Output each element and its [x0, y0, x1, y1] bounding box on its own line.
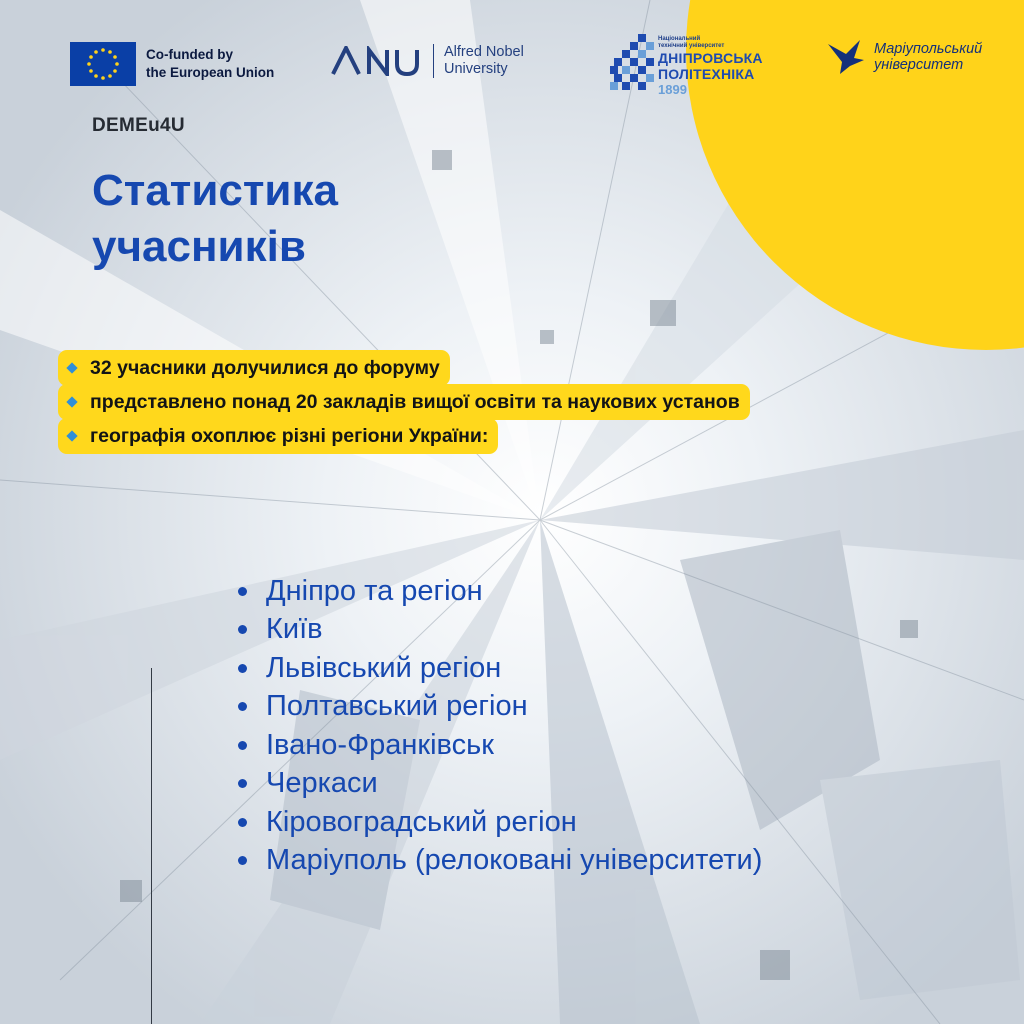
dnipro-logo-small-line1: Національний — [658, 36, 701, 42]
region-list-item — [238, 688, 762, 727]
region-text: Львівський регіон — [266, 651, 502, 684]
anu-logo-separator — [433, 44, 434, 78]
highlight-row — [58, 384, 750, 418]
mariupol-logo-text — [874, 41, 982, 73]
region-list-item — [238, 842, 762, 881]
mariupol-university-logo — [826, 38, 982, 76]
dot-bullet-icon — [238, 741, 247, 750]
region-text: Кіровоградський регіон — [266, 805, 577, 838]
region-list-item — [238, 726, 762, 765]
eu-cofunded-logo — [70, 42, 274, 86]
highlight-item — [58, 384, 750, 420]
mariupol-logo-line1: Маріупольський — [874, 41, 983, 57]
project-code: DEMEu4U — [92, 115, 185, 136]
dot-bullet-icon — [238, 587, 247, 596]
diamond-bullet-icon — [66, 430, 77, 441]
highlight-text: представлено понад 20 закладів вищої освіти та наукових установ — [90, 390, 740, 413]
dnipro-logo-line1: ДНІПРОВСЬКА — [658, 50, 763, 66]
dnipro-logo-small-line2: технічний університет — [658, 43, 725, 49]
region-text: Київ — [266, 613, 323, 646]
highlights-list — [58, 350, 750, 452]
region-list-item — [238, 649, 762, 688]
dnipro-pixel-mark-icon — [610, 34, 660, 94]
dnipro-logo-line2: ПОЛІТЕХНІКА — [658, 66, 755, 82]
dnipro-logo-text — [658, 36, 763, 97]
dot-bullet-icon — [238, 856, 247, 865]
eu-logo-text — [146, 46, 274, 82]
diamond-bullet-icon — [66, 362, 77, 373]
region-list-item — [238, 803, 762, 842]
region-text: Полтавський регіон — [266, 690, 528, 723]
dot-bullet-icon — [238, 625, 247, 634]
region-list-item — [238, 611, 762, 650]
page-title-line1: Статистика — [92, 166, 338, 215]
eu-logo-line1: Co-funded by — [146, 47, 233, 62]
diamond-bullet-icon — [66, 396, 77, 407]
eu-flag-icon — [70, 42, 136, 86]
anu-logo-text — [444, 44, 524, 78]
region-list-item — [238, 572, 762, 611]
region-list-item — [238, 765, 762, 804]
region-text: Дніпро та регіон — [266, 574, 483, 607]
page-title-line2: учасників — [92, 222, 306, 271]
highlight-row — [58, 350, 750, 384]
highlight-row — [58, 418, 750, 452]
eu-logo-line2: the European Union — [146, 65, 275, 80]
highlight-text: 32 учасники долучилися до форуму — [90, 356, 440, 379]
anu-logo — [331, 44, 524, 78]
anu-mark-icon — [331, 46, 423, 76]
region-text: Маріуполь (релоковані університети) — [266, 844, 763, 877]
dot-bullet-icon — [238, 702, 247, 711]
anu-logo-line2: University — [444, 61, 508, 77]
region-text: Черкаси — [266, 767, 378, 800]
highlight-text: географія охоплює різні регіони України: — [90, 424, 489, 447]
regions-list — [238, 572, 762, 880]
highlight-item — [58, 418, 498, 454]
dot-bullet-icon — [238, 818, 247, 827]
vertical-divider — [151, 668, 152, 1024]
mariupol-logo-line2: університет — [874, 57, 964, 73]
anu-logo-line1: Alfred Nobel — [444, 44, 524, 60]
highlight-item — [58, 350, 450, 386]
region-text: Івано-Франківськ — [266, 728, 494, 761]
dot-bullet-icon — [238, 779, 247, 788]
dnipro-logo-year: 1899 — [658, 82, 687, 97]
bird-icon — [826, 38, 866, 76]
dot-bullet-icon — [238, 664, 247, 673]
page-title — [92, 163, 338, 275]
dnipro-polytechnic-logo — [610, 34, 763, 97]
